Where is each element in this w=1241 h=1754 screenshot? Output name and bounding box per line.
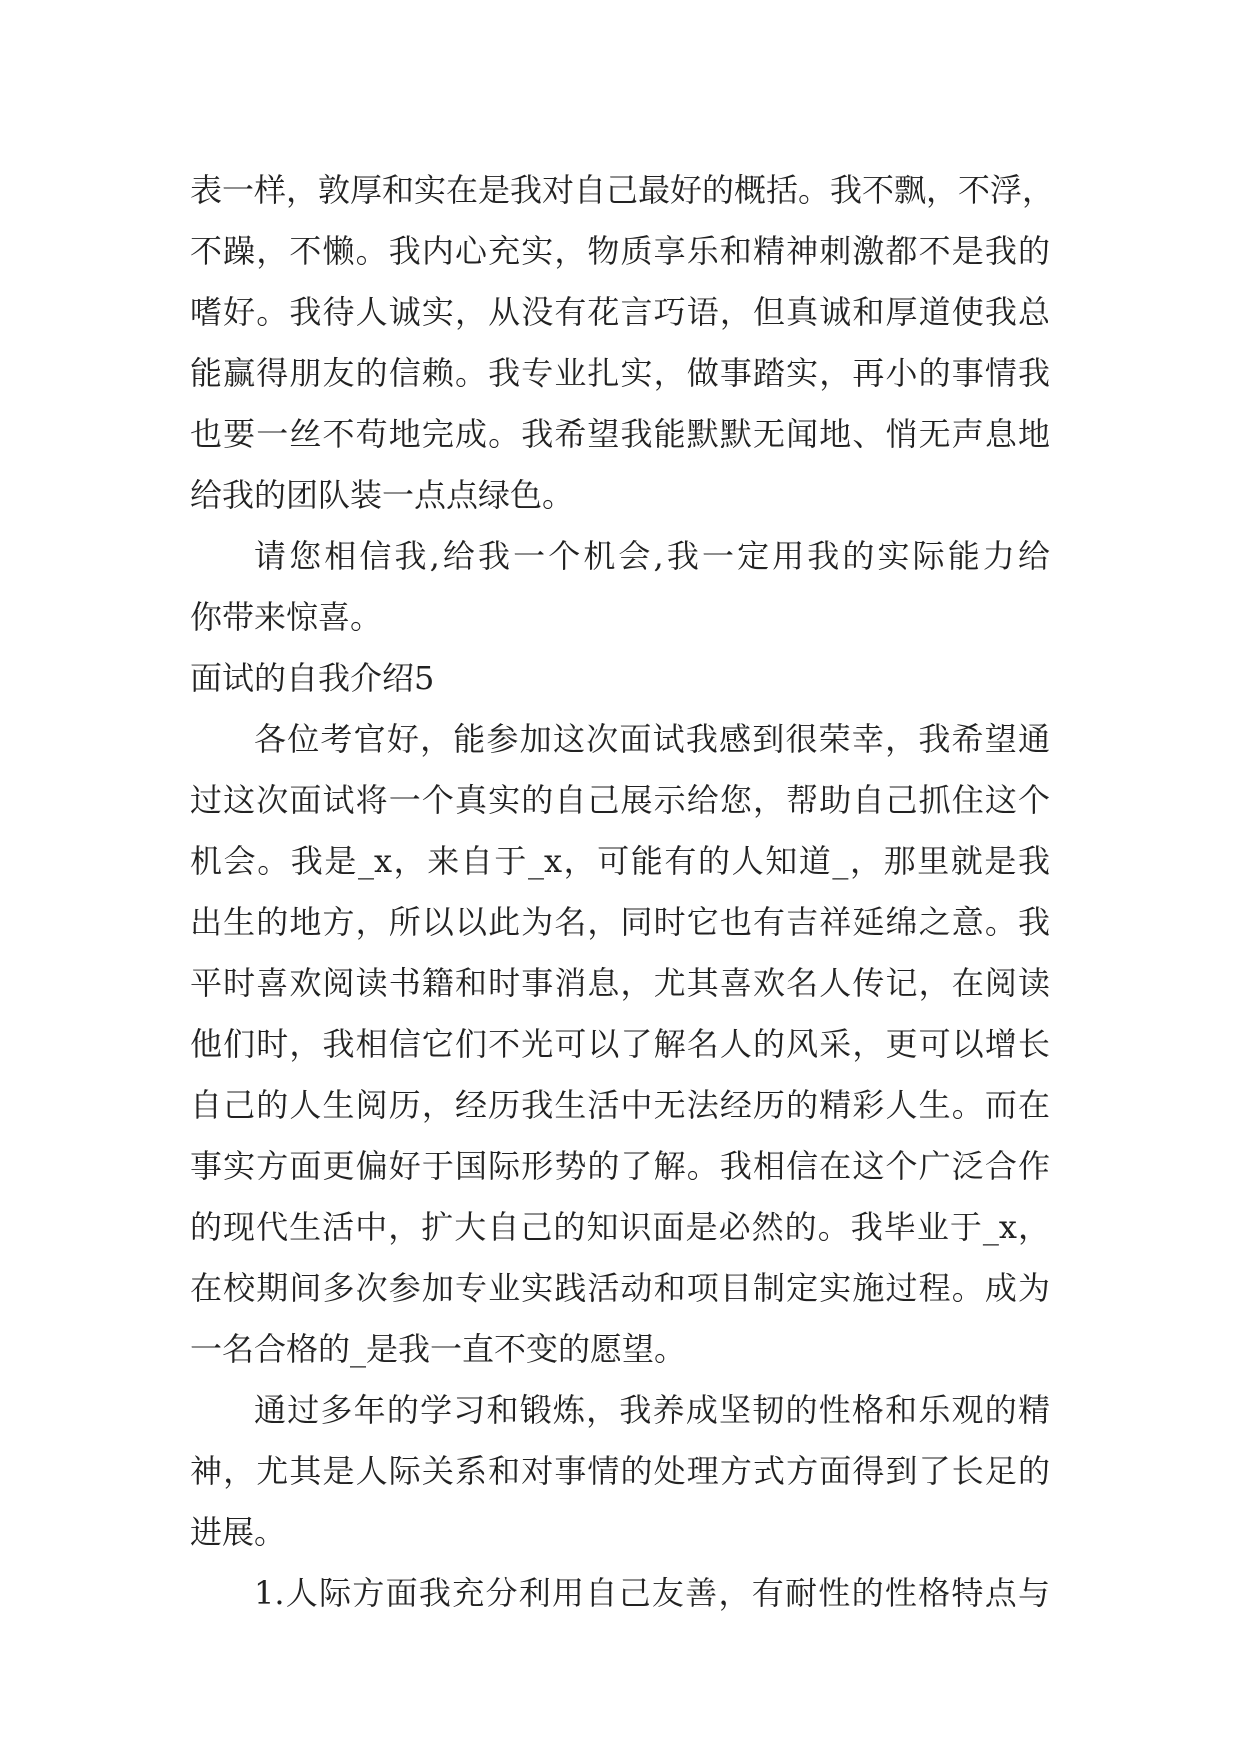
- paragraph: [190, 1380, 1050, 1563]
- text-line: 机会。我是_x，来自于_x，可能有的人知道_，那里就是我: [190, 842, 1050, 880]
- text-line: 也要一丝不苟地完成。我希望我能默默无闻地、悄无声息地: [190, 415, 1050, 453]
- text-line: 通过多年的学习和锻炼，我养成坚韧的性格和乐观的精: [254, 1391, 1050, 1429]
- text-line: 能赢得朋友的信赖。我专业扎实，做事踏实，再小的事情我: [190, 354, 1050, 392]
- text-line: 嗜好。我待人诚实，从没有花言巧语，但真诚和厚道使我总: [190, 293, 1050, 331]
- text-line: 的现代生活中，扩大自己的知识面是必然的。我毕业于_x，: [190, 1208, 1050, 1246]
- text-line: 平时喜欢阅读书籍和时事消息，尤其喜欢名人传记，在阅读: [190, 964, 1050, 1002]
- text-line: 1.人际方面我充分利用自己友善，有耐性的性格特点与: [254, 1574, 1050, 1612]
- paragraph: [190, 709, 1050, 1380]
- paragraph: [190, 1563, 1050, 1624]
- paragraph: [190, 526, 1050, 648]
- text-line: 给我的团队装一点点绿色。: [190, 476, 575, 514]
- text-line: 进展。: [190, 1513, 287, 1551]
- paragraph: [190, 160, 1055, 526]
- text-line: 各位考官好，能参加这次面试我感到很荣幸，我希望通: [254, 720, 1050, 758]
- text-line: 在校期间多次参加专业实践活动和项目制定实施过程。成为: [190, 1269, 1050, 1307]
- text-line: 你带来惊喜。: [190, 598, 383, 636]
- text-line: 自己的人生阅历，经历我生活中无法经历的精彩人生。而在: [190, 1086, 1050, 1124]
- text-line: 请您相信我,给我一个机会,我一定用我的实际能力给: [254, 537, 1050, 575]
- text-line: 出生的地方，所以以此为名，同时它也有吉祥延绵之意。我: [190, 903, 1050, 941]
- text-line: 他们时，我相信它们不光可以了解名人的风采，更可以增长: [190, 1025, 1050, 1063]
- text-line: 过这次面试将一个真实的自己展示给您，帮助自己抓住这个: [190, 781, 1050, 819]
- text-line: 事实方面更偏好于国际形势的了解。我相信在这个广泛合作: [190, 1147, 1050, 1185]
- text-line: 神，尤其是人际关系和对事情的处理方式方面得到了长足的: [190, 1452, 1050, 1490]
- text-line: 不躁，不懒。我内心充实，物质享乐和精神刺激都不是我的: [190, 232, 1050, 270]
- text-line: 表一样，敦厚和实在是我对自己最好的概括。我不飘，不浮，: [190, 171, 1055, 209]
- document-body: [190, 160, 1055, 1624]
- section-heading: 面试的自我介绍5: [190, 659, 435, 697]
- text-line: 一名合格的_是我一直不变的愿望。: [190, 1330, 687, 1368]
